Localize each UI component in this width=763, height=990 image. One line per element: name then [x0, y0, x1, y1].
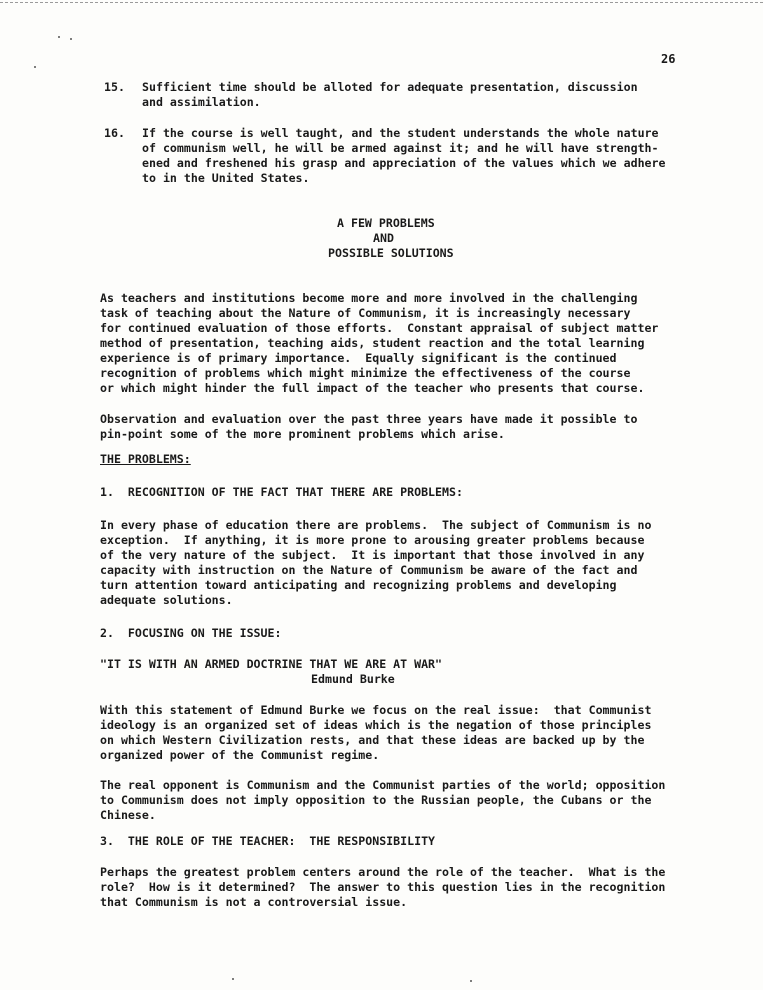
item-15-line: and assimilation. [142, 95, 261, 109]
section-1-line: In every phase of education there are problems. The subject of Communism is no [100, 518, 652, 532]
intro-line: As teachers and institutions become more and more involved in the challenging [100, 291, 638, 305]
intro-line: experience is of primary importance. Equally significant is the continued [100, 351, 617, 365]
item-16-line: to in the United States. [142, 171, 310, 185]
section-2-line: Chinese. [100, 808, 156, 822]
item-16-line: If the course is well taught, and the student understands the whole nature [142, 126, 659, 140]
item-15-number: 15. [104, 80, 125, 94]
page-number: 26 [661, 52, 676, 66]
problems-heading: THE PROBLEMS: [100, 452, 191, 466]
intro-line: for continued evaluation of those efforts. Constant appraisal of subject matter [100, 321, 659, 335]
section-2-heading: 2. FOCUSING ON THE ISSUE: [100, 626, 282, 640]
section-heading-line: POSSIBLE SOLUTIONS [328, 246, 454, 260]
item-16-line: ened and freshened his grasp and appreciation of the values which we adhere [142, 156, 666, 170]
section-2-line: organized power of the Communist regime. [100, 748, 380, 762]
intro-line: method of presentation, teaching aids, student reaction and the total learning [100, 336, 645, 350]
item-15-line: Sufficient time should be alloted for adequate presentation, discussion [142, 80, 638, 94]
item-16-line: of communism well, he will be armed against it; and he will have strength- [142, 141, 659, 155]
section-3-line: that Communism is not a controversial issue. [100, 895, 408, 909]
section-1-heading: 1. RECOGNITION OF THE FACT THAT THERE ARE PROBLEMS: [100, 485, 463, 499]
scan-speck [34, 66, 36, 68]
burke-quote: "IT IS WITH AN ARMED DOCTRINE THAT WE ARE AT WAR" [100, 657, 443, 671]
section-2-line: to Communism does not imply opposition to the Russian people, the Cubans or the [100, 793, 652, 807]
quote-attribution: Edmund Burke [311, 672, 395, 686]
section-1-line: turn attention toward anticipating and recognizing problems and developing [100, 578, 617, 592]
section-3-line: Perhaps the greatest problem centers around the role of the teacher. What is the [100, 865, 666, 879]
section-2-line: The real opponent is Communism and the Communist parties of the world; opposition [100, 778, 666, 792]
scan-speck [232, 978, 234, 980]
section-3-line: role? How is it determined? The answer to this question lies in the recognition [100, 880, 666, 894]
section-heading-line: A FEW PROBLEMS [337, 216, 435, 230]
section-1-line: capacity with instruction on the Nature of Communism be aware of the fact and [100, 563, 638, 577]
section-1-line: adequate solutions. [100, 593, 233, 607]
scan-speck [70, 38, 72, 40]
section-heading-line: AND [373, 231, 394, 245]
observation-line: pin-point some of the more prominent problems which arise. [100, 427, 505, 441]
intro-line: recognition of problems which might minimize the effectiveness of the course [100, 366, 631, 380]
section-3-heading: 3. THE ROLE OF THE TEACHER: THE RESPONSIBILITY [100, 834, 436, 848]
section-1-line: exception. If anything, it is more prone to arousing greater problems because [100, 533, 645, 547]
intro-line: or which might hinder the full impact of the teacher who presents that course. [100, 381, 645, 395]
section-2-line: With this statement of Edmund Burke we focus on the real issue: that Communist [100, 703, 652, 717]
observation-line: Observation and evaluation over the past three years have made it possible to [100, 412, 638, 426]
intro-line: task of teaching about the Nature of Communism, it is increasingly necessary [100, 306, 631, 320]
item-16-number: 16. [104, 126, 125, 140]
page-top-border [0, 2, 763, 3]
scan-speck [470, 980, 472, 982]
scan-speck [58, 36, 60, 38]
section-2-line: on which Western Civilization rests, and that these ideas are backed up by the [100, 733, 645, 747]
section-2-line: ideology is an organized set of ideas which is the negation of those principles [100, 718, 652, 732]
section-1-line: of the very nature of the subject. It is important that those involved in any [100, 548, 645, 562]
